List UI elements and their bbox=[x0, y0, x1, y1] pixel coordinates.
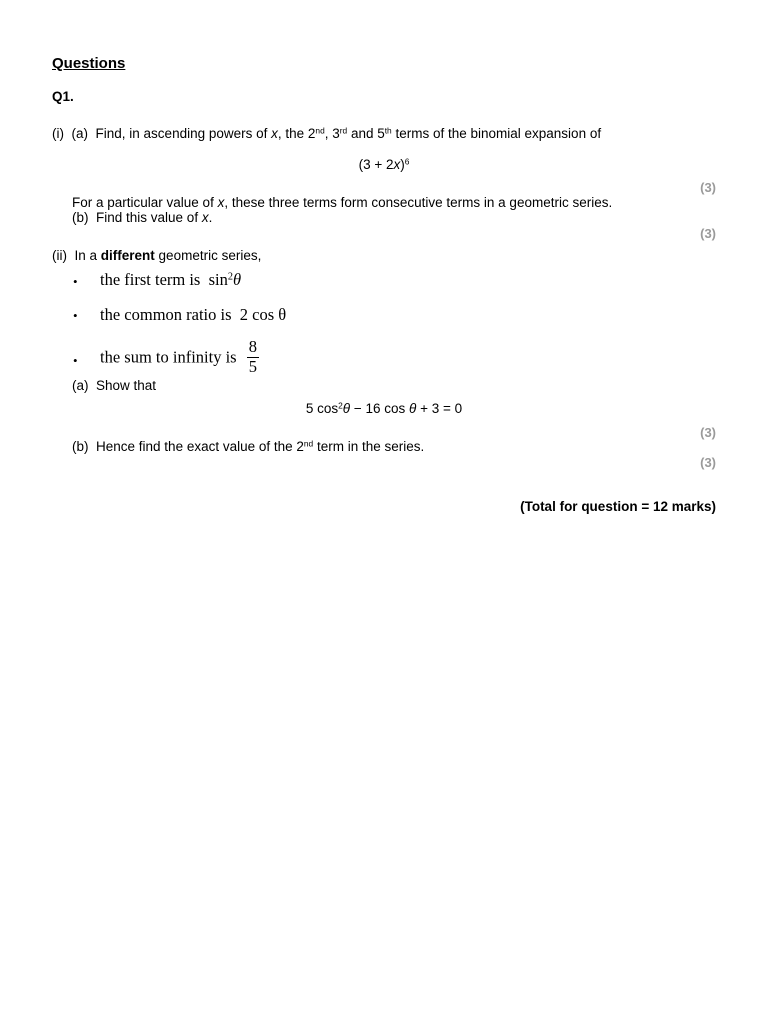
bullet-2-expr: 2 cos θ bbox=[239, 305, 287, 324]
part-ii-intro-2: geometric series, bbox=[154, 248, 262, 263]
part-ii-b-text-1: Hence find the exact value of the 2 bbox=[96, 439, 304, 454]
part-i-a-label: (a) bbox=[71, 126, 89, 141]
context-var: x bbox=[217, 195, 225, 210]
question-number: Q1. bbox=[52, 89, 74, 104]
page-heading: Questions bbox=[52, 55, 126, 72]
bullet-1-label: the first term is bbox=[100, 270, 201, 289]
part-ii-intro-bold: different bbox=[100, 248, 155, 263]
expr-power: 6 bbox=[404, 156, 410, 167]
sup-th: th bbox=[384, 125, 392, 136]
part-ii-label: (ii) bbox=[52, 248, 67, 263]
part-ii-a-label: (a) bbox=[72, 378, 89, 393]
part-i-b-end: . bbox=[208, 210, 213, 225]
bullet-1-sin: sin bbox=[208, 270, 228, 289]
part-ii-b-sup: nd bbox=[303, 438, 314, 449]
part-i-a-text-2: , the 2 bbox=[277, 126, 316, 141]
marks-ii-a: (3) bbox=[700, 425, 716, 440]
eq-part-1: 5 cos bbox=[305, 401, 339, 416]
bullet-2-marker: • bbox=[73, 308, 78, 323]
expr-var: x bbox=[393, 157, 401, 172]
part-i-b-text bbox=[72, 210, 212, 225]
bullet-1-sup: 2 bbox=[227, 271, 233, 283]
eq-theta-1: θ bbox=[342, 401, 351, 416]
marks-ii-b: (3) bbox=[700, 455, 716, 470]
trig-equation bbox=[0, 401, 768, 416]
eq-part-3: − 16 cos bbox=[350, 401, 410, 416]
part-ii-b-label: (b) bbox=[72, 439, 89, 454]
part-i-b-var: x bbox=[201, 210, 209, 225]
part-ii-intro-1: In a bbox=[74, 248, 101, 263]
bullet-3-marker: • bbox=[73, 353, 78, 368]
part-ii-a-show: Show that bbox=[96, 378, 157, 393]
bullet-2-label: the common ratio is bbox=[100, 305, 232, 324]
binomial-expression bbox=[0, 157, 768, 172]
bullet-1-theta: θ bbox=[232, 270, 242, 289]
fraction-denominator: 5 bbox=[248, 356, 257, 376]
eq-sup: 2 bbox=[338, 400, 343, 411]
bullet-2-text bbox=[100, 305, 286, 325]
bullet-3-label: the sum to infinity is bbox=[100, 347, 237, 367]
part-i-a-text-5: terms of the binomial expansion of bbox=[391, 126, 602, 141]
context-text-2: , these three terms form consecutive terms in a geometric series. bbox=[224, 195, 613, 210]
part-i-a-text-1: Find, in ascending powers of bbox=[95, 126, 272, 141]
part-ii-b-text-2: term in the series. bbox=[313, 439, 425, 454]
part-i-label: (i) bbox=[52, 126, 64, 141]
part-i-context bbox=[72, 195, 612, 210]
marks-i-b: (3) bbox=[700, 226, 716, 241]
context-text-1: For a particular value of bbox=[72, 195, 218, 210]
var-x: x bbox=[271, 126, 278, 141]
part-ii-b-text bbox=[72, 439, 424, 454]
part-ii-intro bbox=[52, 248, 261, 263]
part-i-b-text-1: Find this value of bbox=[96, 210, 202, 225]
part-i-a-text-3: , 3 bbox=[324, 126, 340, 141]
bullet-3-text bbox=[100, 338, 259, 377]
part-i-b-label: (b) bbox=[72, 210, 89, 225]
total-marks: (Total for question = 12 marks) bbox=[520, 499, 716, 514]
bullet-1-marker: • bbox=[73, 274, 78, 289]
eq-part-5: + 3 = 0 bbox=[416, 401, 463, 416]
fraction-8-over-5 bbox=[247, 338, 259, 377]
sup-nd: nd bbox=[315, 125, 325, 136]
marks-i-a: (3) bbox=[700, 180, 716, 195]
part-ii-a-text bbox=[72, 378, 156, 393]
expr-open: (3 + 2 bbox=[358, 157, 394, 172]
fraction-numerator: 8 bbox=[248, 337, 257, 356]
sup-rd: rd bbox=[339, 125, 348, 136]
part-i-a-text bbox=[52, 126, 601, 141]
eq-theta-2: θ bbox=[409, 401, 417, 416]
part-i-a-text-4: and 5 bbox=[347, 126, 385, 141]
bullet-1-text bbox=[100, 270, 241, 290]
expr-close: ) bbox=[400, 157, 405, 172]
